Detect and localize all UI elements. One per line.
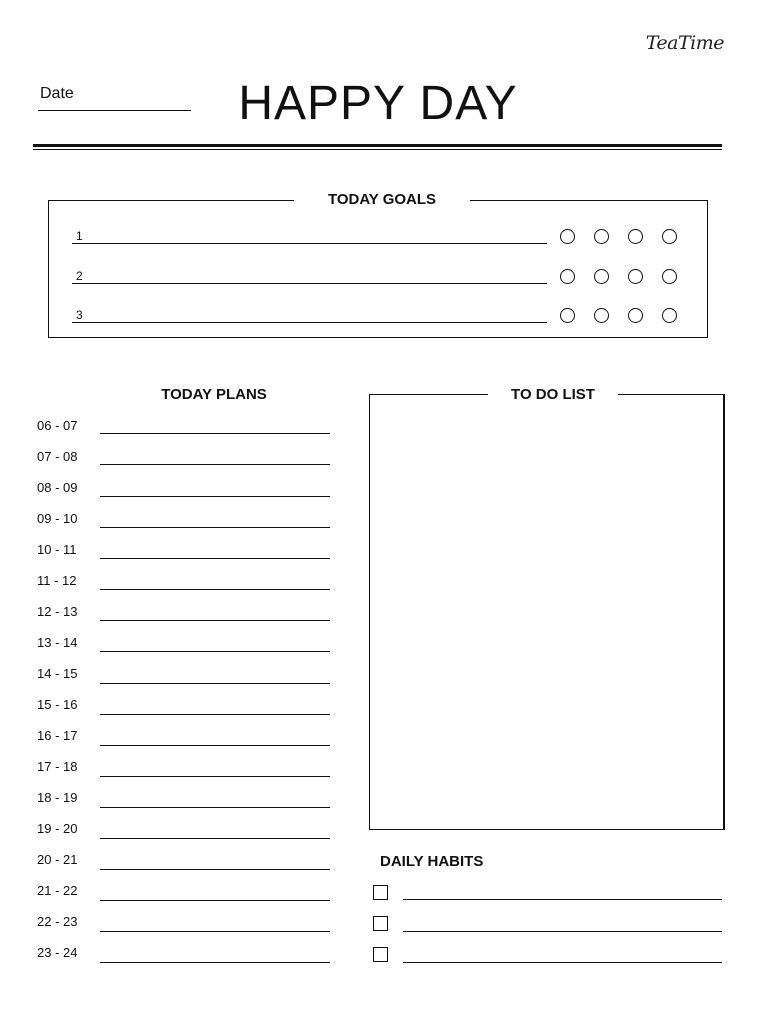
plan-line[interactable] bbox=[100, 807, 330, 808]
habit-line[interactable] bbox=[403, 962, 722, 963]
plan-line[interactable] bbox=[100, 869, 330, 870]
goal-progress-circle[interactable] bbox=[594, 229, 609, 244]
goal-progress-circle[interactable] bbox=[594, 308, 609, 323]
habit-checkbox[interactable] bbox=[373, 947, 388, 962]
goal-progress-circle[interactable] bbox=[560, 308, 575, 323]
plan-time-slot: 09 - 10 bbox=[37, 511, 78, 526]
goal-number: 1 bbox=[76, 229, 83, 243]
goal-progress-circle[interactable] bbox=[628, 229, 643, 244]
plan-line[interactable] bbox=[100, 433, 330, 434]
goals-label: TODAY GOALS bbox=[294, 191, 470, 209]
habit-checkbox[interactable] bbox=[373, 916, 388, 931]
todo-label: TO DO LIST bbox=[488, 386, 618, 404]
plan-time-slot: 08 - 09 bbox=[37, 480, 78, 495]
habit-line[interactable] bbox=[403, 931, 722, 932]
plan-line[interactable] bbox=[100, 776, 330, 777]
goal-line[interactable] bbox=[72, 322, 547, 323]
goal-progress-circle[interactable] bbox=[628, 308, 643, 323]
plan-time-slot: 14 - 15 bbox=[37, 666, 78, 681]
plan-line[interactable] bbox=[100, 527, 330, 528]
plan-time-slot: 17 - 18 bbox=[37, 759, 78, 774]
plan-time-slot: 12 - 13 bbox=[37, 604, 78, 619]
goal-progress-circle[interactable] bbox=[662, 308, 677, 323]
plan-time-slot: 15 - 16 bbox=[37, 697, 78, 712]
plan-line[interactable] bbox=[100, 838, 330, 839]
plan-line[interactable] bbox=[100, 745, 330, 746]
plan-time-slot: 06 - 07 bbox=[37, 418, 78, 433]
goal-progress-circle[interactable] bbox=[560, 269, 575, 284]
plan-time-slot: 18 - 19 bbox=[37, 790, 78, 805]
plan-line[interactable] bbox=[100, 962, 330, 963]
date-label: Date bbox=[40, 85, 74, 102]
goal-line[interactable] bbox=[72, 243, 547, 244]
plan-line[interactable] bbox=[100, 464, 330, 465]
plan-time-slot: 07 - 08 bbox=[37, 449, 78, 464]
goal-progress-circle[interactable] bbox=[662, 269, 677, 284]
plan-line[interactable] bbox=[100, 620, 330, 621]
plan-time-slot: 22 - 23 bbox=[37, 914, 78, 929]
plan-time-slot: 10 - 11 bbox=[37, 542, 77, 557]
goal-number: 3 bbox=[76, 308, 83, 322]
habit-checkbox[interactable] bbox=[373, 885, 388, 900]
goal-number: 2 bbox=[76, 269, 83, 283]
header-divider-thick bbox=[33, 144, 722, 147]
plan-line[interactable] bbox=[100, 714, 330, 715]
goal-progress-circle[interactable] bbox=[594, 269, 609, 284]
header-divider-thin bbox=[33, 149, 722, 150]
plan-time-slot: 19 - 20 bbox=[37, 821, 78, 836]
goal-progress-circle[interactable] bbox=[662, 229, 677, 244]
plan-time-slot: 23 - 24 bbox=[37, 945, 78, 960]
habits-label: DAILY HABITS bbox=[380, 853, 484, 870]
plan-line[interactable] bbox=[100, 589, 330, 590]
page-title: HAPPY DAY bbox=[238, 77, 518, 130]
plan-time-slot: 20 - 21 bbox=[37, 852, 78, 867]
goal-line[interactable] bbox=[72, 283, 547, 284]
plan-line[interactable] bbox=[100, 651, 330, 652]
plan-time-slot: 13 - 14 bbox=[37, 635, 78, 650]
plan-line[interactable] bbox=[100, 931, 330, 932]
goals-box bbox=[48, 200, 708, 338]
plan-time-slot: 16 - 17 bbox=[37, 728, 78, 743]
plan-time-slot: 11 - 12 bbox=[37, 573, 77, 588]
brand-logo: TeaTime bbox=[645, 32, 724, 54]
plan-time-slot: 21 - 22 bbox=[37, 883, 78, 898]
plans-label: TODAY PLANS bbox=[161, 386, 267, 403]
plan-line[interactable] bbox=[100, 558, 330, 559]
goal-progress-circle[interactable] bbox=[560, 229, 575, 244]
todo-list-area[interactable] bbox=[369, 394, 725, 830]
plan-line[interactable] bbox=[100, 496, 330, 497]
plan-line[interactable] bbox=[100, 900, 330, 901]
habit-line[interactable] bbox=[403, 899, 722, 900]
plan-line[interactable] bbox=[100, 683, 330, 684]
goal-progress-circle[interactable] bbox=[628, 269, 643, 284]
